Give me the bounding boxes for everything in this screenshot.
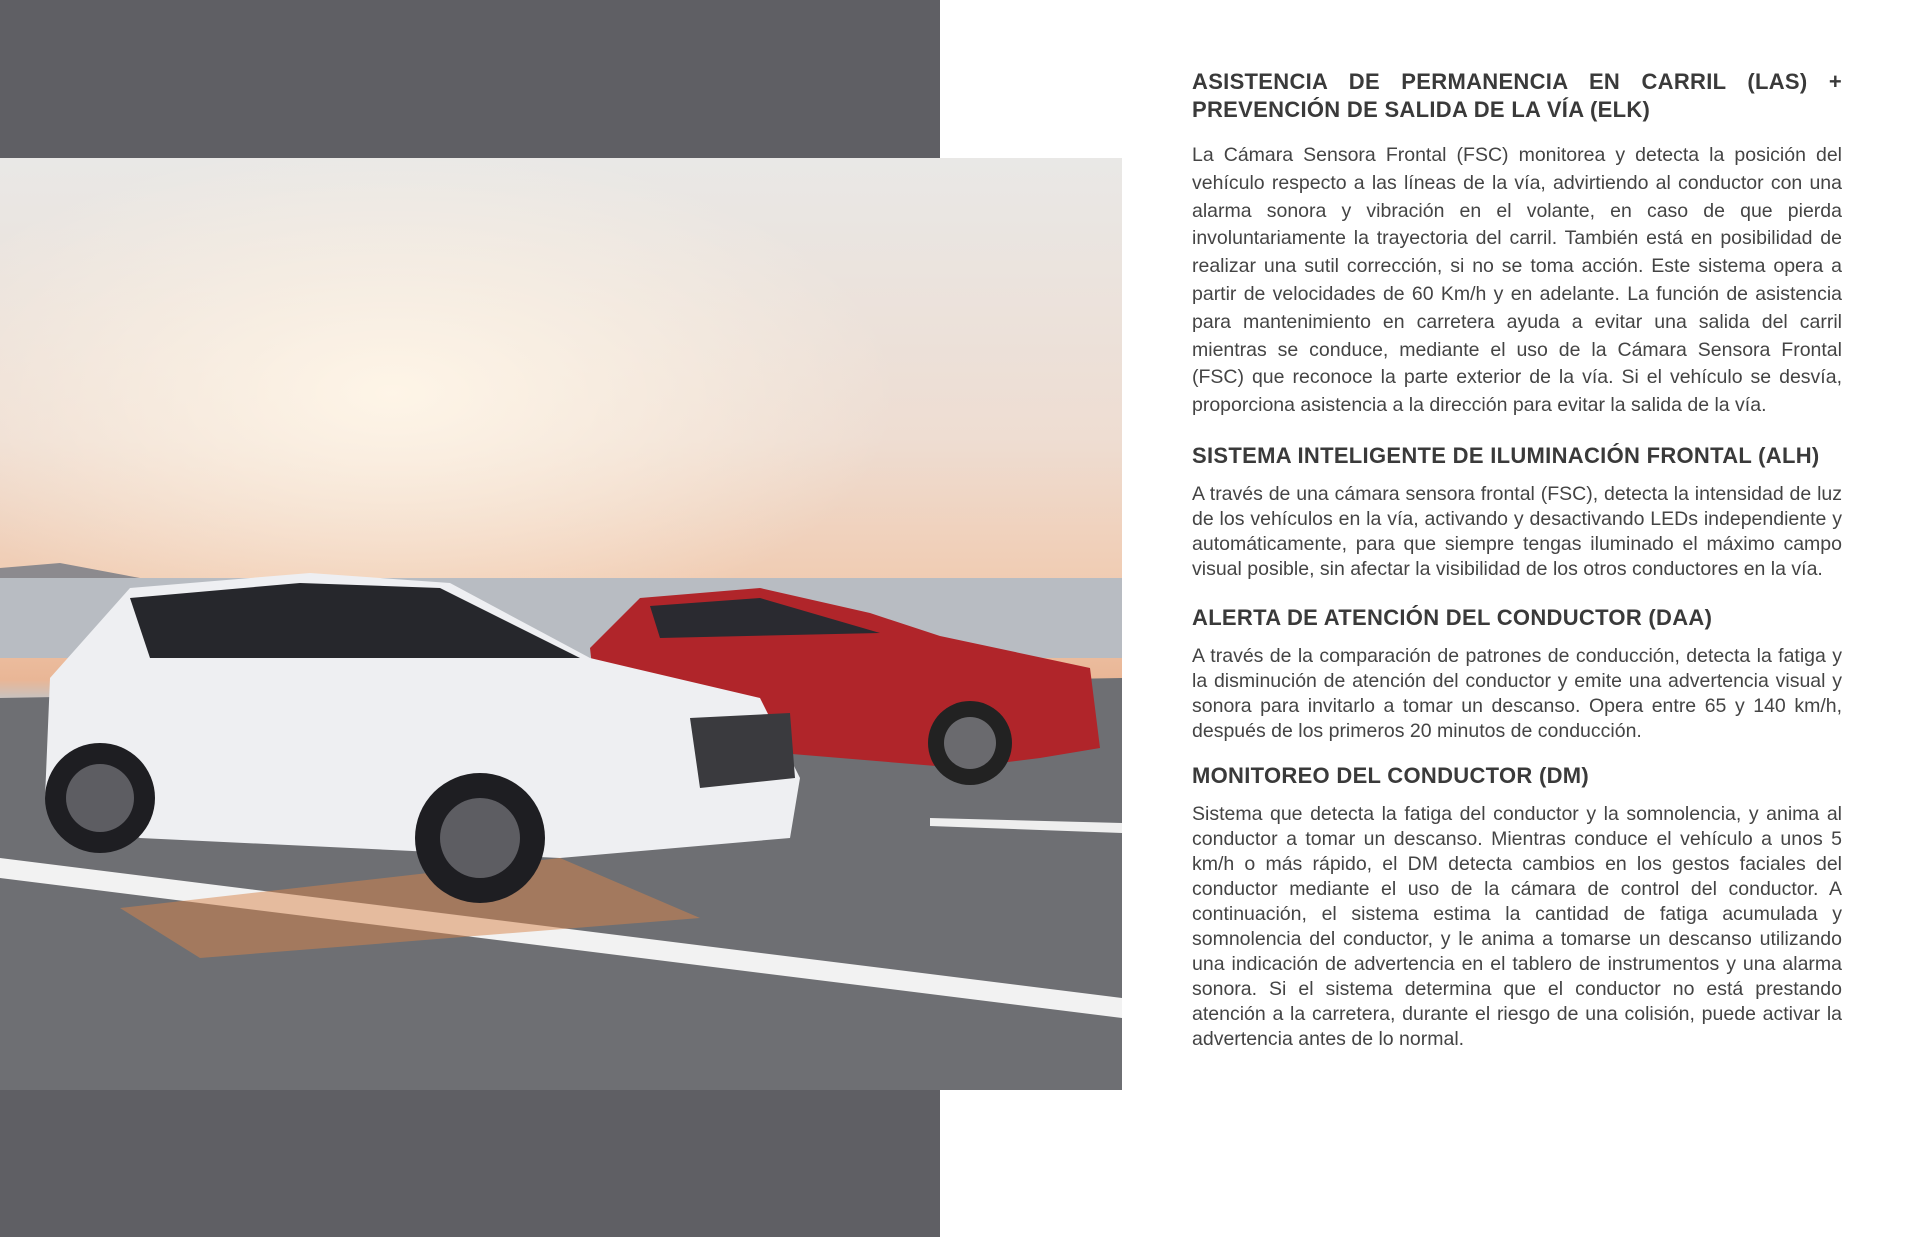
section-daa xyxy=(1192,604,1842,744)
section-title: ALERTA DE ATENCIÓN DEL CONDUCTOR (DAA) xyxy=(1192,604,1713,630)
section-alh xyxy=(1192,442,1842,582)
section-title: SISTEMA INTELIGENTE DE ILUMINACIÓN FRONTAL (ALH) xyxy=(1192,442,1820,468)
section-body: A través de la comparación de patrones de conducción, detecta la fatiga y la disminución de atención del conductor y emite una advertencia visual y sonora para invitarlo a tomar un descanso. Opera entre 65 y 140 km/h, después de los primeros 20 minutos de conducción. xyxy=(1192,644,1842,742)
section-dm xyxy=(1192,762,1842,1052)
section-las-elk xyxy=(1192,68,1842,420)
section-body: A través de una cámara sensora frontal (FSC), detecta la intensidad de luz de los vehículos en la vía, activando y desactivando LEDs independiente y automáticamente, para que siempre tengas iluminado el máximo campo visual posible, sin afectar la visibilidad de los otros conductores en la vía. xyxy=(1192,482,1842,580)
section-title: ASISTENCIA DE PERMANENCIA EN CARRIL (LAS) + PREVENCIÓN DE SALIDA DE LA VÍA (ELK) xyxy=(1192,69,1842,122)
cars-on-coastal-road-photo xyxy=(0,158,1122,1090)
front-grille xyxy=(690,713,795,788)
feature-text-column xyxy=(1192,68,1842,1052)
photo-illustration xyxy=(0,158,1122,1090)
section-body: Sistema que detecta la fatiga del conductor y la somnolencia, y anima al conductor a tomar un descanso. Mientras conduce el vehículo a unos 5 km/h o más rápido, el DM detecta cambios en los gestos faciales del conductor mediante el uso de la cámara de control del conductor. A continuación, el sistema estima la cantidad de fatiga acumulada y somnolencia del conductor, y le anima a tomarse un descanso utilizando una indicación de advertencia en el tablero de instrumentos y una alarma sonora. Si el sistema determina que el conductor no está prestando atención a la carretera, durante el riesgo de una colisión, puede activar la advertencia antes de lo normal. xyxy=(1192,802,1842,1050)
section-body: La Cámara Sensora Frontal (FSC) monitorea y detecta la posición del vehículo respecto a las líneas de la vía, advirtiendo al conductor con una alarma sonora y vibración en el volante, en caso de que pierda involuntariamente la trayectoria del carril. También está en posibilidad de realizar una sutil corrección, si no se toma acción. Este sistema opera a partir de velocidades de 60 Km/h y en adelante. La función de asistencia para mantenimiento en carretera ayuda a evitar una salida del carril mientras se conduce, mediante el uso de la Cámara Sensora Frontal (FSC) que reconoce la parte exterior de la vía. Si el vehículo se desvía, proporciona asistencia a la dirección para evitar la salida de la vía. xyxy=(1192,144,1842,417)
section-title: MONITOREO DEL CONDUCTOR (DM) xyxy=(1192,762,1590,788)
